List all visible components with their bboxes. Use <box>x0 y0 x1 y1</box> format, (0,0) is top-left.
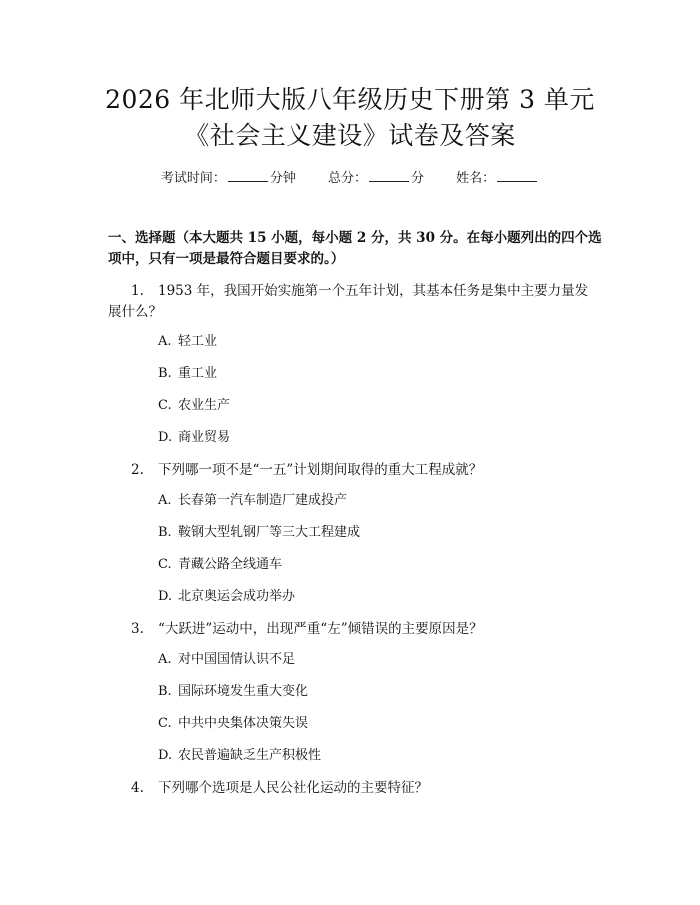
option-text: 中共中央集体决策失误 <box>178 716 309 731</box>
option-text: 商业贸易 <box>178 430 231 445</box>
question-3-option-b <box>158 683 308 701</box>
exam-time <box>161 169 296 188</box>
time-unit: 分钟 <box>269 171 296 186</box>
question-2-option-d <box>158 588 295 606</box>
question-2 <box>131 460 482 480</box>
exam-meta <box>0 169 700 188</box>
option-text: 农民普遍缺乏生产积极性 <box>178 748 322 763</box>
option-letter: A. <box>158 334 172 349</box>
question-text: “大跃进”运动中，出现严重“左”倾错误的主要原因是？ <box>158 621 483 637</box>
option-text: 国际环境发生重大变化 <box>178 684 309 699</box>
option-letter: B. <box>158 366 172 381</box>
option-text: 鞍钢大型轧钢厂等三大工程建成 <box>178 525 361 540</box>
question-text: 1953 年，我国开始实施第一个五年计划，其基本任务是集中主要力量发 <box>158 283 589 299</box>
question-1-option-d <box>158 429 230 447</box>
score-unit: 分 <box>411 171 425 186</box>
option-text: 对中国国情认识不足 <box>178 652 296 667</box>
option-letter: A. <box>158 493 172 508</box>
question-3-option-d <box>158 747 321 765</box>
question-text: 下列哪一项不是“一五”计划期间取得的重大工程成就？ <box>158 462 483 478</box>
name-label: 姓名： <box>456 171 496 186</box>
question-1 <box>131 281 588 301</box>
question-4 <box>131 778 428 798</box>
option-text: 北京奥运会成功举办 <box>178 589 296 604</box>
exam-score <box>328 169 424 188</box>
option-letter: C. <box>158 716 172 731</box>
time-blank <box>228 169 268 182</box>
question-text: 下列哪个选项是人民公社化运动的主要特征？ <box>158 780 428 796</box>
option-letter: D. <box>158 430 173 445</box>
question-3-option-a <box>158 651 295 669</box>
question-number: 4. <box>131 780 144 796</box>
option-letter: C. <box>158 557 172 572</box>
option-letter: B. <box>158 684 172 699</box>
option-text: 青藏公路全线通车 <box>178 557 283 572</box>
score-blank <box>369 169 409 182</box>
option-text: 长春第一汽车制造厂建成投产 <box>178 493 348 508</box>
score-label: 总分： <box>327 171 367 186</box>
option-text: 重工业 <box>178 366 218 381</box>
option-letter: B. <box>158 525 172 540</box>
option-text: 轻工业 <box>178 334 218 349</box>
question-3 <box>131 619 483 639</box>
question-number: 3. <box>131 621 144 637</box>
question-2-option-a <box>158 492 347 510</box>
title-line-1: 2026 年北师大版八年级历史下册第 3 单元 <box>105 85 595 114</box>
question-2-option-c <box>158 556 282 574</box>
exam-name <box>456 169 539 188</box>
option-letter: D. <box>158 589 173 604</box>
question-1-option-b <box>158 365 217 383</box>
question-number: 2. <box>131 462 144 478</box>
option-letter: D. <box>158 748 173 763</box>
section-heading-line-2: 项中，只有一项是最符合题目要求的。） <box>108 251 345 267</box>
title-line-2: 《社会主义建设》试卷及答案 <box>184 121 516 150</box>
section-heading-line-1: 一、选择题（本大题共 15 小题，每小题 2 分，共 30 分。在每小题列出的四个选 <box>108 230 602 246</box>
question-1-option-c <box>158 397 230 415</box>
time-label: 考试时间： <box>160 171 226 186</box>
question-2-option-b <box>158 524 360 542</box>
name-blank <box>497 169 537 182</box>
question-number: 1. <box>131 283 144 299</box>
question-1-option-a <box>158 333 217 351</box>
option-letter: A. <box>158 652 172 667</box>
question-3-option-c <box>158 715 308 733</box>
option-letter: C. <box>158 398 172 413</box>
question-1-continued: 展什么？ <box>108 304 162 320</box>
option-text: 农业生产 <box>178 398 231 413</box>
